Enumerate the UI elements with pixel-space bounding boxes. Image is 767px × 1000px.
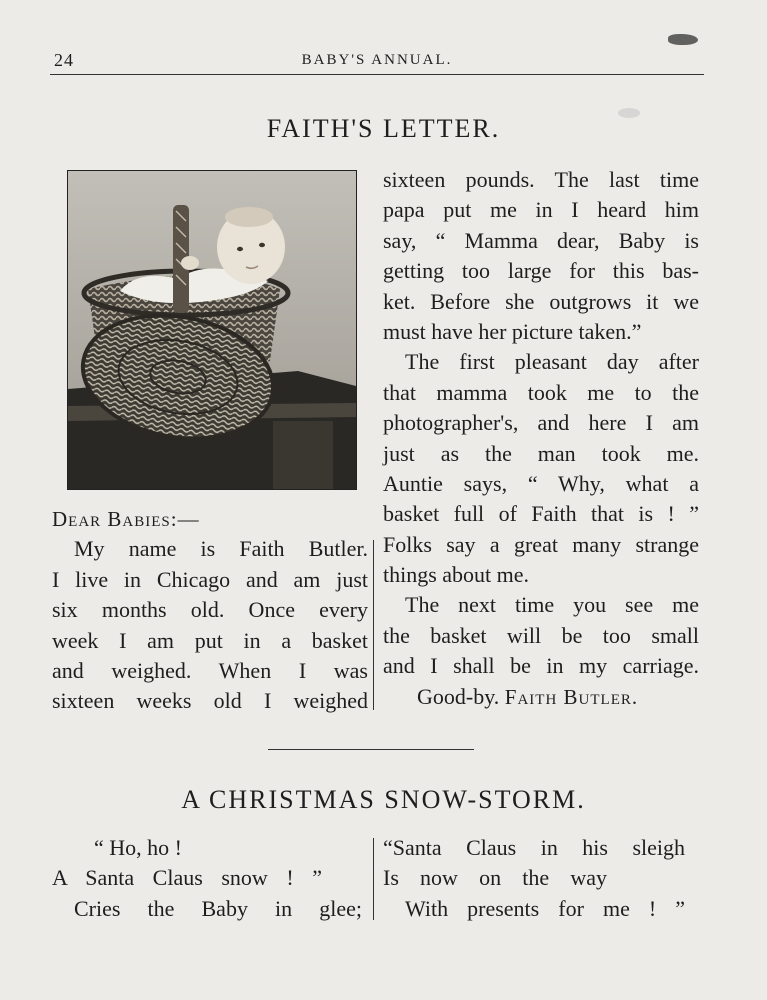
poem-divider (373, 838, 374, 920)
poem-right-stanza (383, 833, 685, 924)
poem-left-stanza (52, 833, 362, 924)
running-header (50, 48, 704, 76)
letter-line: basket full of Faith that is ! ” (383, 501, 699, 527)
header-rule (50, 74, 704, 75)
letter-line: Folks say a great many strange (383, 531, 699, 557)
letter-line: photographer's, and here I am (383, 410, 699, 436)
salutation: Dear Babies:— (52, 507, 200, 531)
poem-line: “ Ho, ho ! (94, 835, 182, 860)
letter-line: and weighed. When I was (52, 657, 368, 683)
poem-line: Is now on the way (383, 865, 607, 891)
ink-blot (668, 34, 698, 45)
letter-line: must have her picture taken.” (383, 318, 642, 344)
closing-word: Good-by. (417, 683, 500, 709)
signature: Faith Butler. (504, 684, 639, 709)
letter-right-column (383, 165, 699, 712)
letter-line: that mamma took me to the (383, 379, 699, 405)
poem-line: A Santa Claus snow ! ” (52, 865, 322, 891)
letter-line: and I shall be in my carriage. (383, 653, 699, 679)
poem-title: A CHRISTMAS SNOW-STORM. (181, 785, 586, 814)
letter-line: The next time you see me (405, 592, 699, 618)
letter-line: The first pleasant day after (405, 349, 699, 375)
letter-line: Auntie says, “ Why, what a (383, 470, 699, 496)
poem-line: “Santa Claus in his sleigh (383, 835, 685, 860)
letter-line: things about me. (383, 562, 530, 588)
letter-line: week I am put in a basket (52, 627, 368, 653)
baby-in-basket-photo (67, 170, 357, 490)
letter-line: I live in Chicago and am just (52, 566, 368, 592)
letter-line: getting too large for this bas- (383, 258, 699, 284)
column-divider (373, 540, 374, 710)
letter-line: sixteen pounds. The last time (383, 167, 699, 192)
sign-off (383, 682, 699, 712)
letter-line: ket. Before she outgrows it we (383, 288, 699, 314)
section-divider (268, 749, 474, 750)
letter-line: papa put me in I heard him (383, 197, 699, 223)
letter-title: FAITH'S LETTER. (266, 114, 501, 143)
letter-line: My name is Faith Butler. (74, 536, 368, 562)
poem-line: Cries the Baby in glee; (74, 895, 362, 921)
poem-line: With presents for me ! ” (405, 895, 685, 921)
letter-line: the basket will be too small (383, 622, 699, 648)
letter-line: just as the man took me. (383, 440, 699, 466)
letter-left-column (52, 504, 368, 717)
letter-line: say, “ Mamma dear, Baby is (383, 227, 699, 253)
letter-line: six months old. Once every (52, 597, 368, 623)
page-number: 24 (54, 50, 74, 70)
photo-illustration (68, 171, 356, 489)
running-title: BABY'S ANNUAL. (301, 52, 453, 68)
letter-line: sixteen weeks old I weighed (52, 688, 368, 714)
